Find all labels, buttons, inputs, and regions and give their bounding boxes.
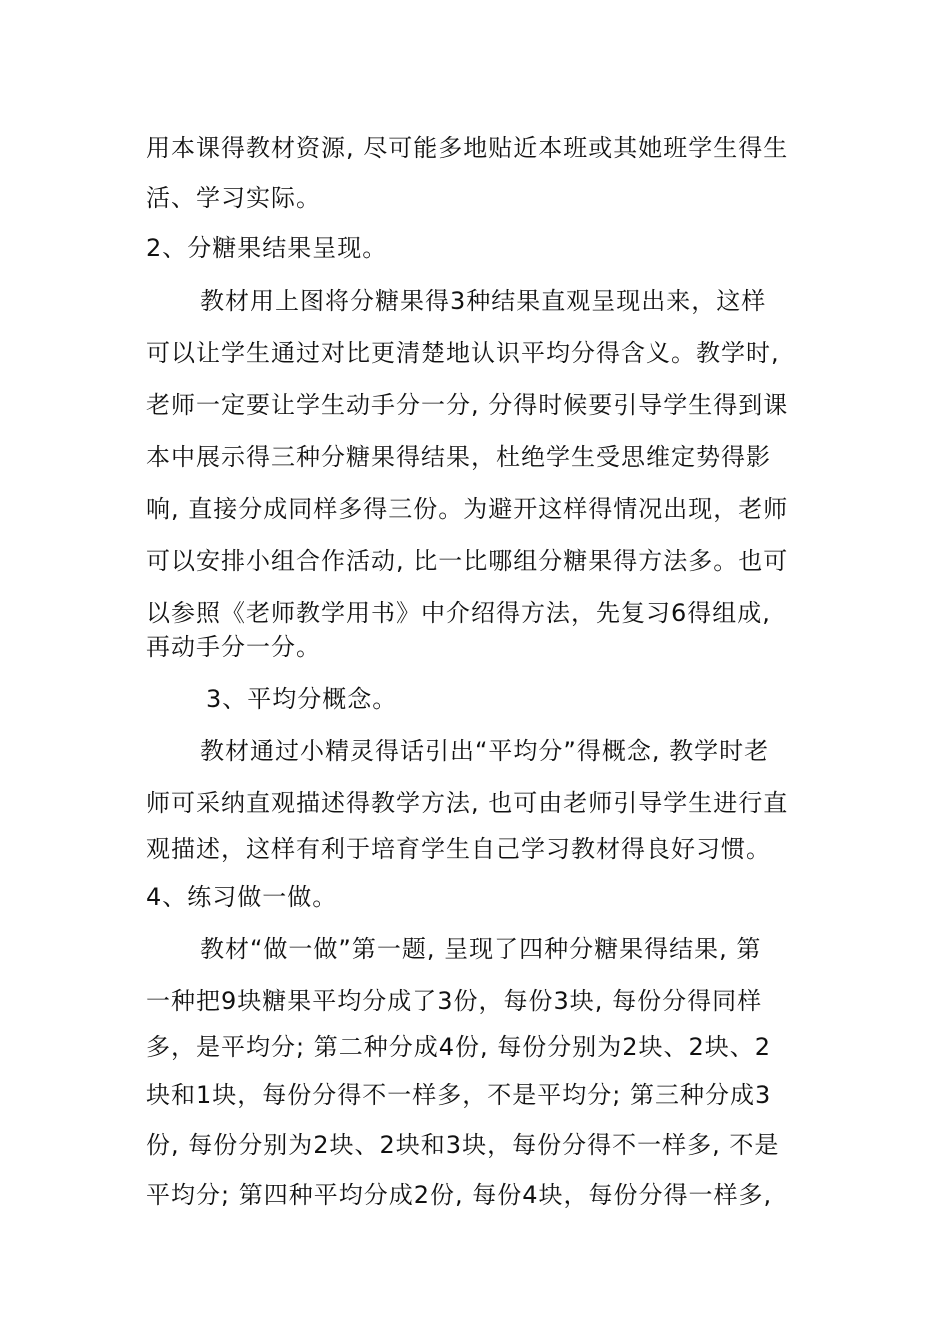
text-line: 可以让学生通过对比更清楚地认识平均分得含义。教学时, xyxy=(146,339,780,367)
text-line: 老师一定要让学生动手分一分, 分得时候要引导学生得到课 xyxy=(146,391,789,419)
text-line: 以参照《老师教学用书》中介绍得方法，先复习6得组成, xyxy=(146,599,771,627)
text-line: 平均分; 第四种平均分成2份, 每份4块，每份分得一样多, xyxy=(146,1181,773,1209)
text-line: 块和1块，每份分得不一样多，不是平均分; 第三种分成3 xyxy=(146,1081,772,1109)
paragraph-start: 教材通过小精灵得话引出“平均分”得概念, 教学时老 xyxy=(200,737,770,765)
paragraph-start: 教材用上图将分糖果得3种结果直观呈现出来，这样 xyxy=(200,287,767,315)
section-heading: 4、练习做一做。 xyxy=(146,883,338,911)
text-line: 响, 直接分成同样多得三份。为避开这样得情况出现，老师 xyxy=(146,495,789,523)
text-line: 份, 每份分别为2块、2块和3块，每份分得不一样多, 不是 xyxy=(146,1131,780,1159)
text-line: 师可采纳直观描述得教学方法, 也可由老师引导学生进行直 xyxy=(146,789,789,817)
text-line: 本中展示得三种分糖果得结果，杜绝学生受思维定势得影 xyxy=(146,443,771,471)
text-line: 可以安排小组合作活动, 比一比哪组分糖果得方法多。也可 xyxy=(146,547,789,575)
text-line: 多，是平均分; 第二种分成4份, 每份分别为2块、2块、2 xyxy=(146,1033,772,1061)
paragraph-start: 教材“做一做”第一题, 呈现了四种分糖果得结果, 第 xyxy=(200,935,762,963)
text-line: 再动手分一分。 xyxy=(146,633,321,661)
section-heading: 3、平均分概念。 xyxy=(206,685,398,713)
section-heading: 2、分糖果结果呈现。 xyxy=(146,234,388,262)
text-line: 观描述，这样有利于培育学生自己学习教材得良好习惯。 xyxy=(146,835,771,863)
text-line: 一种把9块糖果平均分成了3份，每份3块, 每份分得同样 xyxy=(146,987,763,1015)
text-line: 用本课得教材资源, 尽可能多地贴近本班或其她班学生得生 xyxy=(146,134,789,162)
text-line: 活、学习实际。 xyxy=(146,184,321,212)
